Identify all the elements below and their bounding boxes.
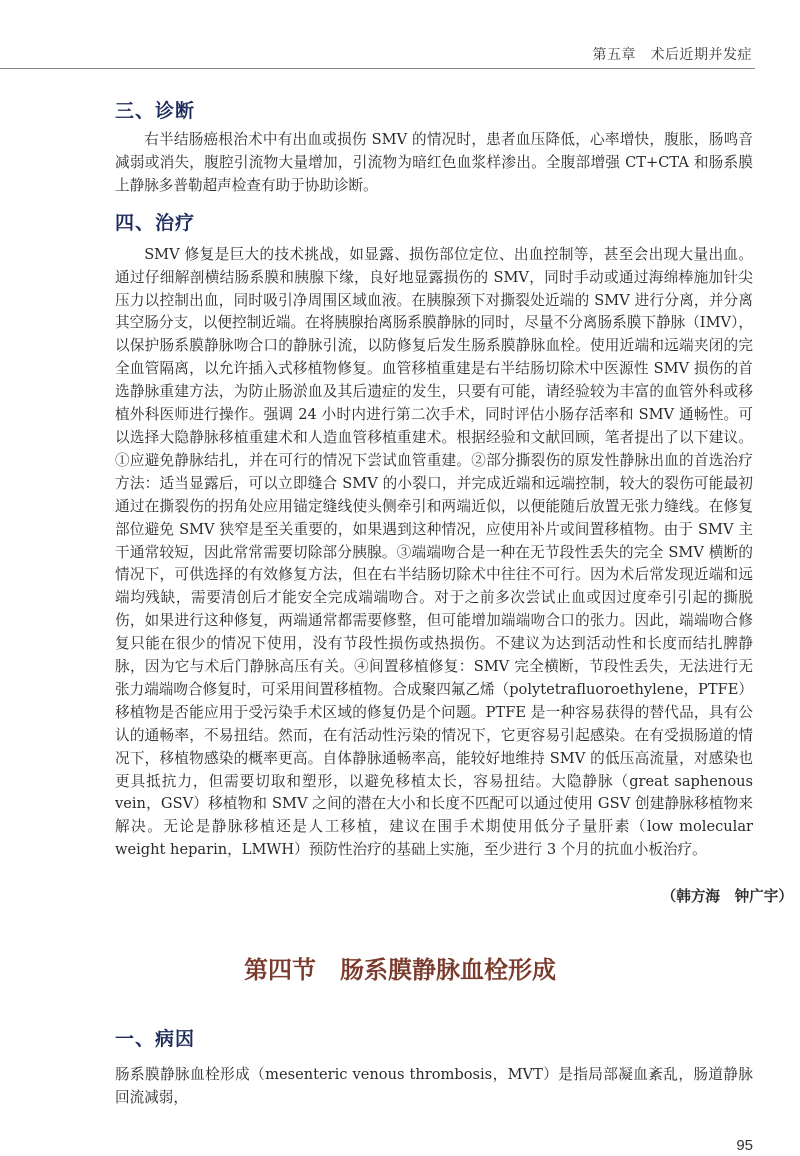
diagnosis-heading: 三、诊断	[115, 100, 196, 122]
treatment-paragraph: SMV 修复是巨大的技术挑战，如显露、损伤部位定位、出血控制等，甚至会出现大量出血。通过仔细解剖横结肠系膜和胰腺下缘，良好地显露损伤的 SMV，同时手动或通过海绵棒施加针尖压力以控制出血，同时吸引净周围区域血液。在胰腺颈下对撕裂处近端的 SMV 进行分离，并分离其空肠分支，以便控制近端。在将胰腺抬离肠系膜静脉的同时，尽量不分离肠系膜下静脉（IMV），以保护肠系膜静脉吻合口的静脉引流，以防修复后发生肠系膜静脉血栓。使用近端和远端夹闭的完全血管隔离，以允许插入式移植物修复。血管移植重建是右半结肠切除术中医源性 SMV 损伤的首选静脉重建方法，为防止肠淤血及其后遗症的发生，只要有可能，请经验较为丰富的血管外科或移植外科医师进行操作。强调 24 小时内进行第二次手术，同时评估小肠存活率和 SMV 通畅性。可以选择大隐静脉移植重建术和人造血管移植重建术。根据经验和文献回顾，笔者提出了以下建议。①应避免静脉结扎，并在可行的情况下尝试血管重建。②部分撕裂伤的原发性静脉出血的首选治疗方法：适当显露后，可以立即缝合 SMV 的小裂口，并完成近端和远端控制，较大的裂伤可能最初通过在撕裂伤的拐角处应用锚定缝线使头侧牵引和两端近似，以便能随后放置无张力缝线。在修复部位避免 SMV 狭窄是至关重要的，如果遇到这种情况，应使用补片或间置移植物。由于 SMV 主干通常较短，因此常常需要切除部分胰腺。③端端吻合是一种在无节段性丢失的完全 SMV 横断的情况下，可供选择的有效修复方法，但在右半结肠切除术中往往不可行。因为术后常发现近端和远端均残缺，需要清创后才能安全完成端端吻合。对于之前多次尝试止血或因过度牵引引起的撕脱伤，如果进行这种修复，两端通常都需要修整，但可能增加端端吻合口的张力。因此，端端吻合修复只能在很少的情况下使用，没有节段性损伤或热损伤。不建议为达到活动性和长度而结扎脾静脉，因为它与术后门静脉高压有关。④间置移植修复：SMV 完全横断，节段性丢失，无法进行无张力端端吻合修复时，可采用间置移植物。合成聚四氟乙烯（polytetrafluoroethylene，PTFE）移植物是否能应用于受污染手术区域的修复仍是个问题。PTFE 是一种容易获得的替代品，具有公认的通畅率，不易扭结。然而，在有活动性污染的情况下，它更容易引起感染。在有受损肠道的情况下，移植物感染的概率更高。自体静脉通畅率高，能较好地维持 SMV 的低压高流量，对感染也更具抵抗力，但需要切取和塑形，以避免移植太长，容易扭结。大隐静脉（great saphenous vein，GSV）移植物和 SMV 之间的潜在大小和长度不匹配可以通过使用 GSV 创建静脉移植物来解决。无论是静脉移植还是人工移植，建议在围手术期使用低分子量肝素（low molecular weight heparin，LMWH）预防性治疗的基础上实施，至少进行 3 个月的抗血小板治疗。	[115, 245, 753, 859]
treatment-heading: 四、治疗	[115, 211, 196, 234]
etiology-heading: 一、病因	[115, 1028, 196, 1051]
page-body	[115, 0, 793, 1156]
etiology-section	[115, 1026, 753, 1110]
etiology-paragraph: 肠系膜静脉血栓形成（mesenteric venous thrombosis，MVT）是指局部凝血紊乱，肠道静脉回流减弱，	[115, 1066, 753, 1107]
chapter-title: 第五章 术后近期并发症	[592, 47, 752, 63]
diagnosis-paragraph: 右半结肠癌根治术中有出血或损伤 SMV 的情况时，患者血压降低，心率增快，腹胀，肠鸣音减弱或消失，腹腔引流物大量增加，引流物为暗红色血浆样渗出。全腹部增强 CT+CTA 和肠系膜上静脉多普勒超声检查有助于协助诊断。	[115, 131, 753, 194]
page-number: 95	[736, 1137, 753, 1154]
section-title: 第四节 肠系膜静脉血栓形成	[244, 956, 556, 985]
treatment-section	[115, 210, 793, 908]
diagnosis-section	[115, 98, 753, 198]
author-credit: （韩方海 钟广宇）	[661, 888, 793, 906]
